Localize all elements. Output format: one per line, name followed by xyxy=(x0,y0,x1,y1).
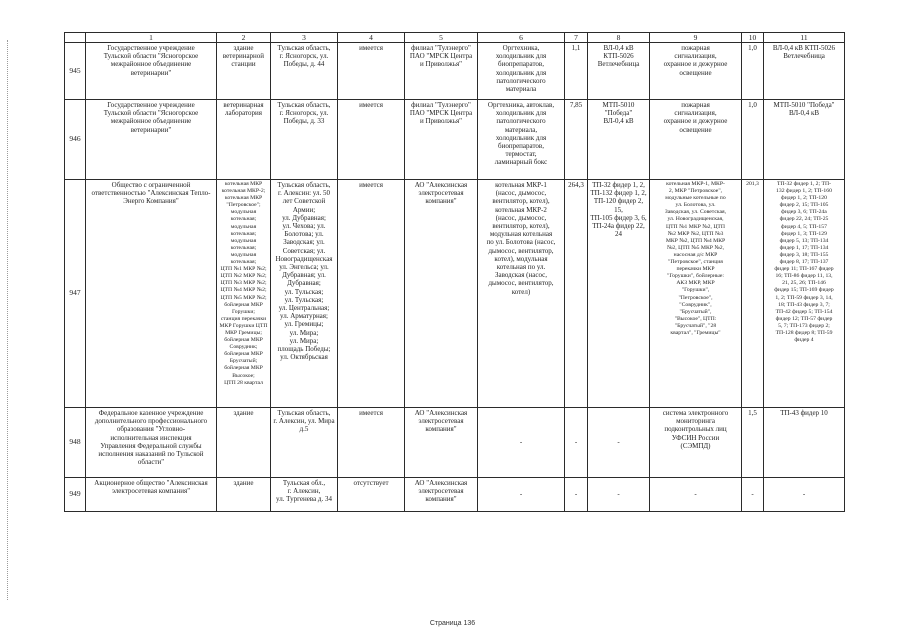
table-row xyxy=(65,180,845,408)
address-cell: Тульская область, г. Ясногорск, ул. Победы, д. 44 xyxy=(271,43,338,100)
feeder-cell: МТП-5010 "Победа" ВЛ-0,4 кВ xyxy=(588,100,650,180)
table-row xyxy=(65,478,845,512)
header-cell: 4 xyxy=(338,33,405,43)
reserve-cell: имеется xyxy=(338,180,405,408)
object-cell: котельная МКР котельная МКР-2; котельная МКР "Петровское"; модульная котельная; модульная котельная; модульная котельная; модульная котельная; ЦТП №1 МКР №2; ЦТП №2 МКР №2; ЦТП №3 МКР №2; ЦТП №4 МКР №2; ЦТП №5 МКР №2; бойлерная МКР Горушки; станция перекачки МКР Горушки ЦТП МКР Гремицы; бойлерная МКР Соврудник; бойлерная МКР Брусчатый; бойлерная МКР Высокое; ЦТП 28 квартал xyxy=(217,180,271,408)
table-row xyxy=(65,43,845,100)
address-cell: Тульская обл., г. Алексин, ул. Тургенева д. 34 xyxy=(271,478,338,512)
header-cell: 9 xyxy=(650,33,742,43)
row-number: 945 xyxy=(65,43,86,100)
header-cell: 1 xyxy=(86,33,217,43)
row-number: 947 xyxy=(65,180,86,408)
power-cell: 7,85 xyxy=(565,100,588,180)
reserve-cell: имеется xyxy=(338,100,405,180)
register-table xyxy=(64,32,845,512)
feeder-cell: - xyxy=(588,478,650,512)
org-name-cell: Акционерное общество "Алексинская электросетевая компания" xyxy=(86,478,217,512)
emergency-feeder-cell: ТП-32 фидер 1, 2; ТП- 132 фидер 1, 2; ТП-160 фидер 1, 2; ТП-120 фидер 2, 15; ТП-105 фидер 3, 6; ТП-24а фидер 22, 24; ТП-25 фидер 4, 5; ТП-157 фидер 1, 3; ТП-129 фидер 5, 13; ТП-134 фидер 1, 17; ТП-134 фидер 3, 18; ТП-155 фидер 8, 17; ТП-137 фидер 11; ТП-167 фидер 16; ТП-86 фидер 11, 13, 21, 25, 26; ТП-146 фидер 15; ТП-169 фидер 1, 2; ТП-59 фидер 3, 14, 18; ТП-43 фидер 3, 7; ТП-42 фидер 5; ТП-154 фидер 12; ТП-57 фидер 5, 7; ТП-173 фидер 2; ТП-128 фидер 8; ТП-59 фидер 4 xyxy=(764,180,845,408)
header-cell: 6 xyxy=(478,33,565,43)
org-name-cell: Государственное учреждение Тульской области "Ясногорское межрайонное объединение ветеринарии" xyxy=(86,100,217,180)
emergency-load-cell: система электронного мониторинга подконтрольных лиц УФСИН России (СЭМПД) xyxy=(650,408,742,478)
header-cell: 2 xyxy=(217,33,271,43)
row-number: 946 xyxy=(65,100,86,180)
object-cell: ветеринарная лаборатория xyxy=(217,100,271,180)
binding-margin-line xyxy=(7,40,9,600)
header-cell: 5 xyxy=(405,33,478,43)
power-cell: 1,1 xyxy=(565,43,588,100)
emergency-feeder-cell: ТП-43 фидер 10 xyxy=(764,408,845,478)
supplier-cell: филиал "Тулэнерго" ПАО "МРСК Центра и Приволжья" xyxy=(405,100,478,180)
reserve-cell: имеется xyxy=(338,408,405,478)
supplier-cell: АО "Алексинская электросетевая компания" xyxy=(405,408,478,478)
page-number: Страница 136 xyxy=(429,620,476,627)
emergency-load-cell: - xyxy=(650,478,742,512)
emergency-power-cell: 1,0 xyxy=(742,43,764,100)
object-cell: здание xyxy=(217,478,271,512)
feeder-cell: ТП-32 фидер 1, 2, ТП-132 фидер 1, 2, ТП-120 фидер 2, 15, ТП-105 фидер 3, 6, ТП-24а фидер 22, 24 xyxy=(588,180,650,408)
emergency-feeder-cell: ВЛ-0,4 кВ КТП-5026 Ветлечебница xyxy=(764,43,845,100)
power-cell: 264,3 xyxy=(565,180,588,408)
reserve-cell: отсутствует xyxy=(338,478,405,512)
table-header-row xyxy=(65,33,845,43)
emergency-load-cell: котельная МКР-1, МКР- 2, МКР "Петровское", модульные котельные по ул. Болотова, ул. Заводская, ул. Советская, ул. Новоградищенская, ЦТП №1 МКР №2, ЦТП №2 МКР №2, ЦТП №3 МКР №2, ЦТП №4 МКР №2, ЦТП №5 МКР №2, насосная д/с МКР "Петровское", станция перекачки МКР "Горушки", бойлерные: АКЗ МКР, МКР "Горушки", "Петровское", "Соврудник", "Брусчатый", "Высокое", ЦТП: "Брусчатый", "28 квартал", "Гремицы" xyxy=(650,180,742,408)
emergency-power-cell: 1,5 xyxy=(742,408,764,478)
emergency-load-cell: пожарная сигнализация, охранное и дежурное освещение xyxy=(650,100,742,180)
emergency-load-cell: пожарная сигнализация, охранное и дежурное освещение xyxy=(650,43,742,100)
table-row xyxy=(65,408,845,478)
org-name-cell: Общество с ограниченной ответственностью "Алексинская Тепло- Энерго Компания" xyxy=(86,180,217,408)
supplier-cell: АО "Алексинская электросетевая компания" xyxy=(405,180,478,408)
emergency-feeder-cell: - xyxy=(764,478,845,512)
power-cell: - xyxy=(565,408,588,478)
supplier-cell: филиал "Тулэнерго" ПАО "МРСК Центра и Приволжья" xyxy=(405,43,478,100)
equipment-cell: - xyxy=(478,408,565,478)
header-cell: 7 xyxy=(565,33,588,43)
object-cell: здание ветеринарной станции xyxy=(217,43,271,100)
org-name-cell: Федеральное казенное учреждение дополнительного профессионального образования "Угловно- исполнительная инспекция Управления Федеральной службы исполнения наказаний по Тульской области" xyxy=(86,408,217,478)
reserve-cell: имеется xyxy=(338,43,405,100)
row-number: 949 xyxy=(65,478,86,512)
emergency-power-cell: - xyxy=(742,478,764,512)
equipment-cell: Оргтехника, автоклав, холодильник для патологического материала, холодильник для биопрепаратов, термостат, ламинарный бокс xyxy=(478,100,565,180)
power-cell: - xyxy=(565,478,588,512)
table-row xyxy=(65,100,845,180)
equipment-cell: котельная МКР-1 (насос, дымосос, вентилятор, котел), котельная МКР-2 (насос, дымосос, вентилятор, котел), модульная котельная по ул. Болотова (насос, дымосос, вентилятор, котел), модульная котельная по ул. Заводская (насос, дымосос, вентилятор, котел) xyxy=(478,180,565,408)
feeder-cell: - xyxy=(588,408,650,478)
feeder-cell: ВЛ-0,4 кВ КТП-5026 Ветлечебница xyxy=(588,43,650,100)
row-number: 948 xyxy=(65,408,86,478)
org-name-cell: Государственное учреждение Тульской области "Ясногорское межрайонное объединение ветеринарии" xyxy=(86,43,217,100)
emergency-power-cell: 1,0 xyxy=(742,100,764,180)
header-cell: 3 xyxy=(271,33,338,43)
header-cell: 10 xyxy=(742,33,764,43)
address-cell: Тульская область, г. Ясногорск, ул. Победы, д. 33 xyxy=(271,100,338,180)
supplier-cell: АО "Алексинская электросетевая компания" xyxy=(405,478,478,512)
object-cell: здание xyxy=(217,408,271,478)
header-cell: 8 xyxy=(588,33,650,43)
header-cell-num xyxy=(65,33,86,43)
equipment-cell: Оргтехника, холодильник для биопрепаратов, холодильник для патологического материала xyxy=(478,43,565,100)
address-cell: Тульская область, г. Алексин, ул. Мира д.5 xyxy=(271,408,338,478)
header-cell: 11 xyxy=(764,33,845,43)
address-cell: Тульская область, г. Алексин: ул. 50 лет Советской Армии; ул. Дубравная; ул. Чехова; ул. Болотова; ул. Заводская; ул. Советская; ул. Новоградищенская ул. Энгельса; ул. Дубравная; ул. Дубравная; ул. Тульская; ул. Тульская; ул. Центральная; ул. Арматурная; ул. Гремицы; ул. Мира; ул. Мира; площадь Победы; ул. Октябрьская xyxy=(271,180,338,408)
equipment-cell: - xyxy=(478,478,565,512)
emergency-feeder-cell: МТП-5010 "Победа" ВЛ-0,4 кВ xyxy=(764,100,845,180)
emergency-power-cell: 201,3 xyxy=(742,180,764,408)
